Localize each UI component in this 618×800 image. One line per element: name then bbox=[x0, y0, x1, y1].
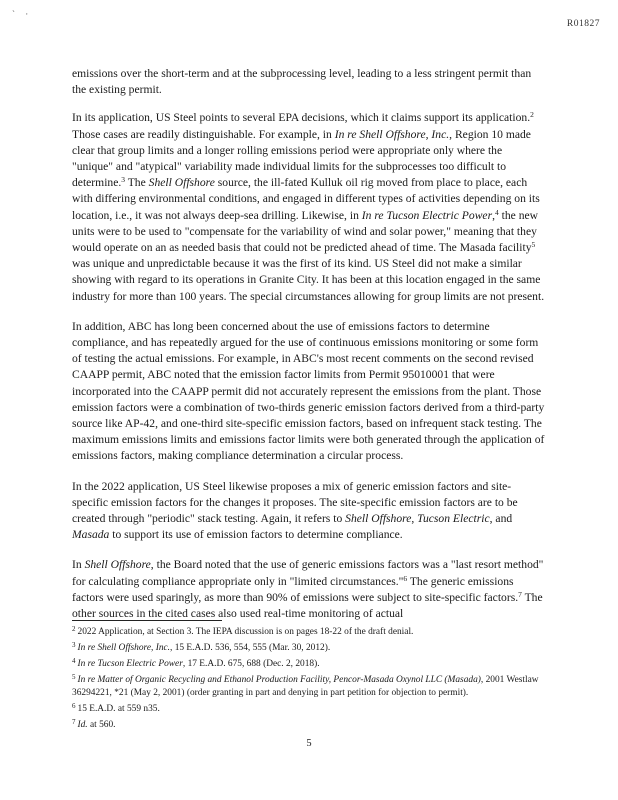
footnote bbox=[72, 671, 546, 700]
page-number: 5 bbox=[306, 738, 312, 749]
text-run: emissions over the short-term and at the subprocessing level, leading to a less stringent permit than the existing permit. bbox=[72, 67, 532, 97]
italic-text: Shell Offshore bbox=[345, 512, 412, 526]
footnote bbox=[72, 655, 546, 671]
text-run: In the 2022 application, US Steel likewise proposes a mix of generic emission factors and site-specific emission factors for the changes it proposes. The site-specific emission factors are to be created through "periodic" stack testing. Again, it refers to bbox=[72, 479, 518, 526]
text-run: The generic emissions factors were used sparingly, as more than 90% of emissions were subject to site-specific factors. bbox=[72, 574, 519, 604]
footnote bbox=[72, 700, 546, 716]
text-run: the new units were to be used to "compensate for the variability of wind and solar power," meaning that they would operate on an as needed basis that could not be predicted ahead of time. The Masada facility bbox=[72, 208, 539, 255]
footnote-number: 7 bbox=[72, 718, 76, 726]
text-run: , the Board noted that the use of generic emissions factors was a "last resort method" for calculating compliance appropriate only in "limited circumstances." bbox=[72, 558, 544, 588]
footnote-reference: 2 bbox=[530, 110, 534, 120]
text-run: Those cases are readily distinguishable. For example, in bbox=[72, 127, 335, 141]
footnote-reference: 4 bbox=[495, 207, 499, 217]
text-run: , Region 10 made clear that group limits and a longer rolling emissions period were appropriate only where the "unique" and "atypical" variability made individual limits for the subprocesses too difficult to determine. bbox=[72, 127, 531, 190]
body-text bbox=[72, 66, 546, 636]
text-run: was unique and unpredictable because it was the first of its kind. US Steel did not make a similar showing with regard to its operations in Granite City. It has been at this location engaged in the same industry for more than 100 years. The special circumstances allowing for group limits are not present. bbox=[72, 257, 545, 303]
text-run: to support its use of emission factors to determine compliance. bbox=[109, 528, 403, 542]
italic-text: Tucson Electric bbox=[417, 512, 490, 526]
italic-text: Id. bbox=[77, 720, 88, 730]
text-run: , bbox=[492, 208, 495, 222]
footnote-number: 2 bbox=[72, 625, 76, 633]
text-run: In bbox=[72, 558, 85, 572]
footnote-reference: 6 bbox=[403, 573, 408, 583]
paragraph bbox=[72, 110, 546, 304]
footnote-reference: 5 bbox=[531, 240, 536, 250]
italic-text: In re Tucson Electric Power bbox=[77, 659, 183, 669]
italic-text: In re Shell Offshore, Inc. bbox=[77, 643, 171, 653]
text-run: , 17 E.A.D. 675, 688 (Dec. 2, 2018). bbox=[182, 659, 320, 669]
italic-text: In re Tucson Electric Power bbox=[361, 208, 493, 222]
italic-text: Shell Offshore bbox=[84, 558, 151, 572]
text-run: 15 E.A.D. at 559 n35. bbox=[77, 704, 160, 714]
paragraph bbox=[72, 66, 546, 98]
text-run: source, the ill-fated Kulluk oil rig moved from place to place, each with differing environmental conditions, and engaged in different types of activities depending on its location, i.e., it was not always deep-sea drilling. Likewise, in bbox=[72, 176, 540, 222]
text-run: 2022 Application, at Section 3. The IEPA discussion is on pages 18-22 of the draft denial. bbox=[77, 627, 414, 637]
footnote-number: 4 bbox=[72, 657, 76, 665]
paragraph bbox=[72, 319, 546, 465]
footnote-number: 5 bbox=[72, 673, 76, 681]
footnote-reference: 7 bbox=[518, 589, 522, 599]
scan-mark: ` · bbox=[12, 9, 33, 19]
footnote-reference: 3 bbox=[121, 175, 126, 185]
text-run: The other sources in the cited cases also used real-time monitoring of actual bbox=[72, 590, 543, 621]
footnote bbox=[72, 639, 546, 655]
text-run: , 15 E.A.D. 536, 554, 555 (Mar. 30, 2012). bbox=[170, 643, 331, 653]
footnote-number: 3 bbox=[72, 641, 76, 649]
italic-text: Shell Offshore bbox=[148, 176, 215, 190]
footnote bbox=[72, 623, 546, 639]
text-run: at 560. bbox=[87, 720, 116, 730]
text-run: , 2001 Westlaw 36294221, *21 (May 2, 2001) (order granting in part and denying in part petition for objection to permit). bbox=[72, 675, 539, 698]
italic-text: Masada bbox=[72, 528, 110, 542]
text-run: The bbox=[125, 176, 149, 190]
italic-text: In re Shell Offshore, Inc. bbox=[334, 127, 450, 141]
document-id: R01827 bbox=[566, 19, 600, 29]
text-run: In its application, US Steel points to several EPA decisions, which it claims support its application. bbox=[72, 111, 531, 125]
paragraph bbox=[72, 479, 546, 544]
italic-text: In re Matter of Organic Recycling and Ethanol Production Facility, Pencor-Masada Oxynol LLC (Masada) bbox=[77, 675, 481, 685]
text-run: , bbox=[411, 512, 418, 526]
footnotes bbox=[72, 623, 546, 732]
text-run: , and bbox=[489, 512, 513, 526]
footnote bbox=[72, 716, 546, 732]
footnote-divider bbox=[72, 620, 222, 621]
paragraph bbox=[72, 557, 546, 622]
footnote-number: 6 bbox=[72, 702, 76, 710]
text-run: In addition, ABC has long been concerned about the use of emissions factors to determine compliance, and has repeatedly argued for the use of continuous emissions monitoring or some form of testing the actual emissions. For example, in ABC's most recent comments on the second revised CAAPP permit, ABC noted that the emission factor limits from Permit 95010001 that were incorporated into the CAAPP permit did not accurately represent the emissions from the plant. Those emission factors were a combination of two-thirds generic emission factors derived from a third-party source like AP-42, and one-third site-specific emission factors, based on infrequent stack testing. The maximum emissions limits and emissions factor limits were both generated through the application of emissions factors, making compliance determination a circular process. bbox=[72, 319, 545, 463]
